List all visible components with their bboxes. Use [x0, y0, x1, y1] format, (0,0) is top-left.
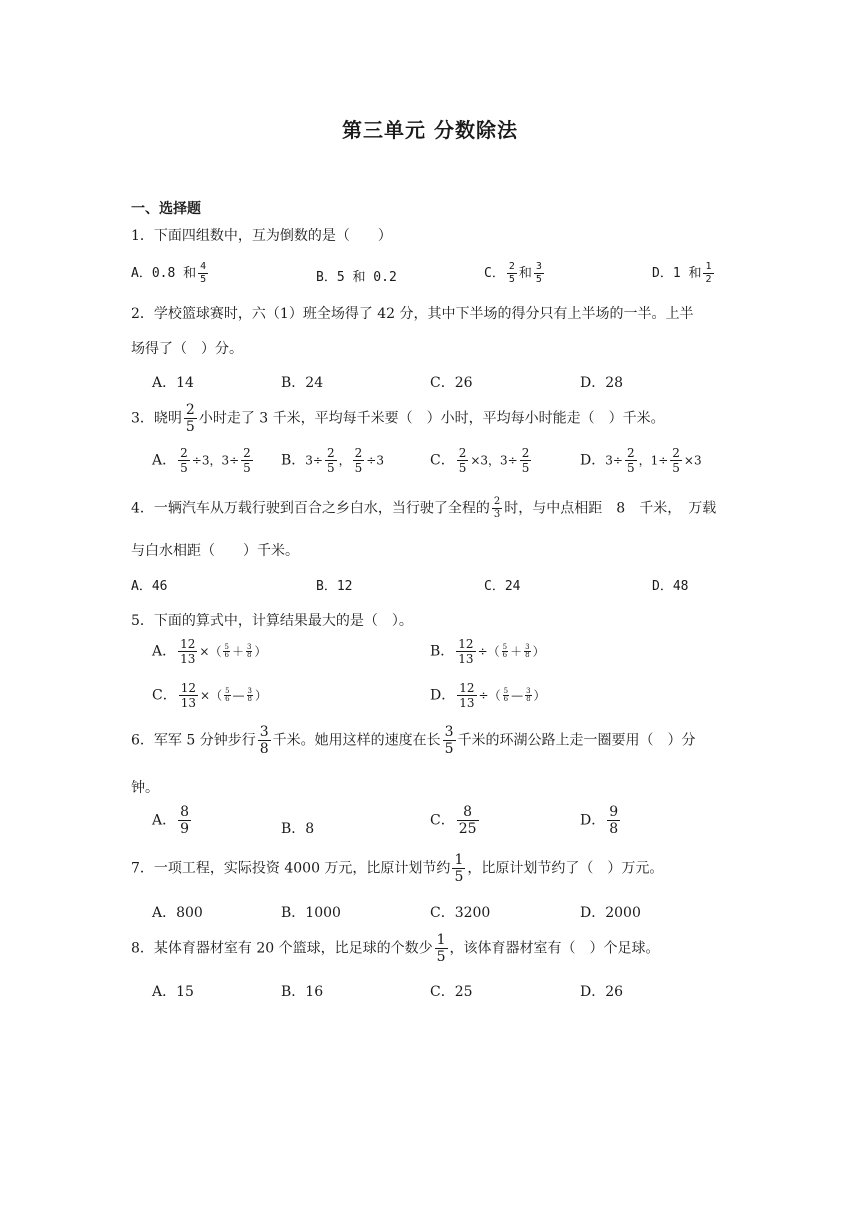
expression-text: ，1÷ [638, 453, 669, 468]
question-5-option-c[interactable] [152, 682, 267, 709]
question-3-stem [131, 403, 665, 434]
numerator: 12 [180, 637, 196, 651]
question-1-option-c[interactable] [484, 262, 546, 285]
paren: ） [255, 688, 268, 703]
operator: ＋ [231, 644, 244, 659]
fraction [178, 805, 191, 836]
denominator: 6 [224, 651, 229, 659]
fraction [625, 447, 637, 474]
denominator: 5 [354, 461, 363, 475]
numerator: 3 [247, 687, 253, 695]
denominator: 5 [626, 461, 635, 475]
numerator: 1 [436, 932, 446, 948]
question-4-line-1 [131, 497, 716, 520]
paren: ） [254, 644, 267, 659]
numerator: 2 [672, 446, 680, 460]
section-heading: 一、选择题 [131, 201, 201, 217]
expression-text: 3÷ [305, 453, 323, 468]
numerator: 2 [180, 446, 188, 460]
denominator: 13 [459, 696, 475, 710]
numerator: 2 [327, 446, 335, 460]
question-2-line-1: 2．学校篮球赛时，六（1）班全场得了 42 分，其中下半场的得分只有上半场的一半。上半 [131, 306, 694, 322]
expression-text: ×3 [683, 453, 702, 468]
denominator: 5 [535, 274, 542, 285]
stem-text: 千米。她用这样的速度在长 [272, 732, 441, 749]
fraction [503, 688, 509, 703]
numerator: 9 [609, 804, 619, 820]
numerator: 3 [444, 724, 454, 740]
fraction [353, 447, 365, 474]
fraction [607, 805, 620, 836]
numerator: 5 [225, 687, 230, 695]
option-label: D． [580, 812, 606, 829]
numerator: 1 [454, 852, 464, 868]
question-6-line-1 [131, 725, 696, 756]
question-2-option-c[interactable]: C．26 [430, 375, 473, 391]
paren: ） [532, 644, 545, 659]
numerator: 5 [224, 643, 229, 651]
question-4-option-c[interactable]: C．24 [484, 579, 521, 594]
stem-text: 时，与中点相距 8 千米， 万载 [504, 500, 717, 517]
question-7-option-c[interactable]: C．3200 [430, 905, 491, 921]
fraction [520, 447, 532, 474]
fraction [198, 262, 208, 285]
question-4-option-d[interactable]: D．48 [652, 579, 689, 594]
denominator: 6 [502, 651, 508, 659]
fraction [179, 682, 198, 709]
denominator: 13 [180, 652, 196, 666]
paren: （ [488, 688, 501, 703]
question-2-option-b[interactable]: B．24 [281, 375, 324, 391]
question-8-stem [131, 933, 660, 964]
operator: ＋ [510, 644, 523, 659]
stem-text: 8．某体育器材室有 20 个篮球，比足球的个数少 [131, 940, 433, 957]
fraction [325, 447, 337, 474]
question-8-option-d[interactable]: D．26 [580, 984, 624, 1000]
stem-text: ，该体育器材室有（ ）个足球。 [449, 940, 660, 957]
operator: — [232, 688, 245, 703]
numerator: 12 [458, 637, 474, 651]
denominator: 5 [672, 461, 680, 475]
denominator: 2 [705, 274, 712, 285]
question-6-line-2: 钟。 [131, 780, 159, 796]
fraction [456, 638, 475, 665]
question-1-stem: 1．下面四组数中，互为倒数的是（ ） [131, 228, 392, 244]
question-1-option-d[interactable] [652, 262, 716, 285]
question-2-line-2: 场得了（ ）分。 [131, 341, 243, 357]
denominator: 6 [225, 695, 230, 703]
denominator: 5 [436, 949, 446, 965]
numerator: 2 [354, 446, 363, 460]
numerator: 8 [180, 804, 190, 820]
denominator: 8 [246, 651, 252, 659]
option-label: B． [430, 643, 455, 660]
question-7-option-a[interactable]: A．800 [152, 905, 203, 921]
numerator: 1 [705, 261, 712, 272]
fraction [670, 447, 682, 474]
operator: × [199, 644, 210, 659]
option-label: C． [430, 452, 455, 469]
expression-text: ， [338, 453, 351, 468]
paren: ） [533, 688, 546, 703]
option-label: A．0.8 和 [131, 266, 197, 281]
question-3-option-b[interactable] [281, 447, 384, 474]
option-label: A． [152, 643, 177, 660]
fraction [452, 853, 465, 884]
denominator: 5 [444, 741, 454, 757]
denominator: 6 [503, 695, 509, 703]
fraction [178, 638, 197, 665]
fraction [457, 805, 479, 836]
fraction [435, 933, 448, 964]
numerator: 2 [185, 402, 195, 418]
expression-text: ÷3 [366, 453, 384, 468]
question-7-stem [131, 853, 663, 884]
paren: （ [487, 644, 500, 659]
paren: （ [210, 688, 223, 703]
fraction [178, 447, 190, 474]
denominator: 5 [180, 461, 188, 475]
operator: ÷ [478, 688, 489, 703]
denominator: 5 [458, 461, 467, 475]
expression-text: 3÷ [605, 453, 623, 468]
question-3-option-d[interactable] [580, 447, 702, 474]
fraction [457, 447, 469, 474]
denominator: 9 [180, 821, 190, 837]
fraction [507, 262, 517, 285]
question-5-option-a[interactable] [152, 638, 266, 665]
stem-text: 7．一项工程，实际投资 4000 万元，比原计划节约 [131, 860, 451, 877]
operator: × [200, 688, 211, 703]
denominator: 5 [243, 461, 251, 475]
fraction [703, 262, 713, 285]
numerator: 2 [508, 261, 515, 272]
fraction [223, 644, 229, 659]
denominator: 5 [200, 274, 207, 285]
fraction [224, 688, 230, 703]
numerator: 3 [535, 261, 542, 272]
question-6-option-a[interactable] [152, 805, 193, 836]
denominator: 8 [259, 741, 269, 757]
numerator: 2 [458, 446, 467, 460]
fraction [258, 725, 271, 756]
fraction [241, 447, 253, 474]
fraction [525, 688, 531, 703]
question-7-option-d[interactable]: D．2000 [580, 905, 641, 921]
option-label: C． [152, 687, 177, 704]
page-title: 第三单元 分数除法 [342, 118, 518, 142]
question-4-option-a[interactable]: A．46 [131, 579, 168, 594]
fraction [524, 644, 530, 659]
fraction [457, 682, 476, 709]
option-label: D． [430, 687, 456, 704]
stem-text: ，比原计划节约了（ ）万元。 [467, 860, 664, 877]
question-8-option-a[interactable]: A．15 [152, 984, 194, 1000]
option-label: D． [580, 452, 606, 469]
question-5-option-d[interactable] [430, 682, 546, 709]
option-label: B． [281, 452, 306, 469]
question-1-option-b[interactable]: B．5 和 0.2 [316, 270, 397, 285]
question-4-option-b[interactable]: B．12 [316, 579, 353, 594]
question-3-option-c[interactable] [430, 447, 533, 474]
question-8-option-b[interactable]: B．16 [281, 984, 324, 1000]
question-4-line-2: 与白水相距（ ）千米。 [131, 543, 299, 559]
denominator: 5 [508, 274, 515, 285]
question-2-option-d[interactable]: D．28 [580, 375, 624, 391]
expression-text: ÷3，3÷ [191, 453, 240, 468]
numerator: 3 [526, 687, 531, 695]
numerator: 2 [626, 446, 635, 460]
question-3-option-a[interactable] [152, 447, 255, 474]
question-5-stem: 5．下面的算式中，计算结果最大的是（ ）。 [131, 613, 413, 629]
numerator: 3 [259, 724, 269, 740]
option-label: C． [484, 266, 505, 281]
operator: — [511, 688, 524, 703]
conjunction: 和 [518, 266, 532, 281]
stem-text: 千米的环湖公路上走一圈要用（ ）分 [457, 732, 696, 749]
denominator: 25 [458, 821, 477, 837]
denominator: 5 [521, 461, 530, 475]
operator: ÷ [477, 644, 488, 659]
fraction [534, 262, 544, 285]
stem-text: 6．军军 5 分钟步行 [131, 732, 256, 749]
fraction [502, 644, 508, 659]
numerator: 8 [457, 805, 479, 821]
denominator: 13 [458, 652, 474, 666]
question-6-option-b[interactable]: B．8 [281, 821, 315, 837]
question-8-option-c[interactable]: C．25 [430, 984, 473, 1000]
option-label: A． [152, 812, 177, 829]
stem-text: 小时走了 3 千米，平均每千米要（ ）小时，平均每小时能走（ ）千米。 [198, 410, 665, 427]
question-6-option-c[interactable] [430, 805, 481, 836]
denominator: 5 [454, 869, 464, 885]
option-label: C． [430, 812, 455, 829]
denominator: 3 [493, 509, 501, 520]
question-5-option-b[interactable] [430, 638, 545, 665]
numerator: 2 [493, 496, 501, 507]
question-2-option-a[interactable]: A．14 [152, 375, 194, 391]
option-label: A． [152, 452, 177, 469]
numerator: 12 [459, 681, 475, 695]
numerator: 3 [246, 643, 252, 651]
fraction [246, 644, 252, 659]
numerator: 12 [180, 681, 196, 695]
denominator: 8 [525, 651, 530, 659]
numerator: 2 [243, 446, 251, 460]
fraction [492, 497, 502, 520]
denominator: 8 [247, 695, 253, 703]
denominator: 8 [609, 821, 619, 837]
denominator: 8 [526, 695, 531, 703]
denominator: 5 [185, 419, 195, 435]
stem-text: 4．一辆汽车从万载行驶到百合之乡白水，当行驶了全程的 [131, 500, 490, 517]
option-label: D．1 和 [652, 266, 702, 281]
question-1-option-a[interactable] [131, 262, 210, 285]
fraction [184, 403, 197, 434]
fraction [443, 725, 456, 756]
expression-text: ×3，3÷ [470, 453, 518, 468]
numerator: 4 [200, 261, 207, 272]
stem-text: 3．晓明 [131, 410, 182, 427]
denominator: 5 [327, 461, 335, 475]
fraction [247, 688, 253, 703]
numerator: 5 [502, 643, 508, 651]
denominator: 13 [180, 696, 196, 710]
numerator: 2 [521, 446, 530, 460]
question-7-option-b[interactable]: B．1000 [281, 905, 341, 921]
numerator: 3 [525, 643, 530, 651]
paren: （ [209, 644, 222, 659]
question-6-option-d[interactable] [580, 805, 622, 836]
numerator: 5 [503, 687, 509, 695]
